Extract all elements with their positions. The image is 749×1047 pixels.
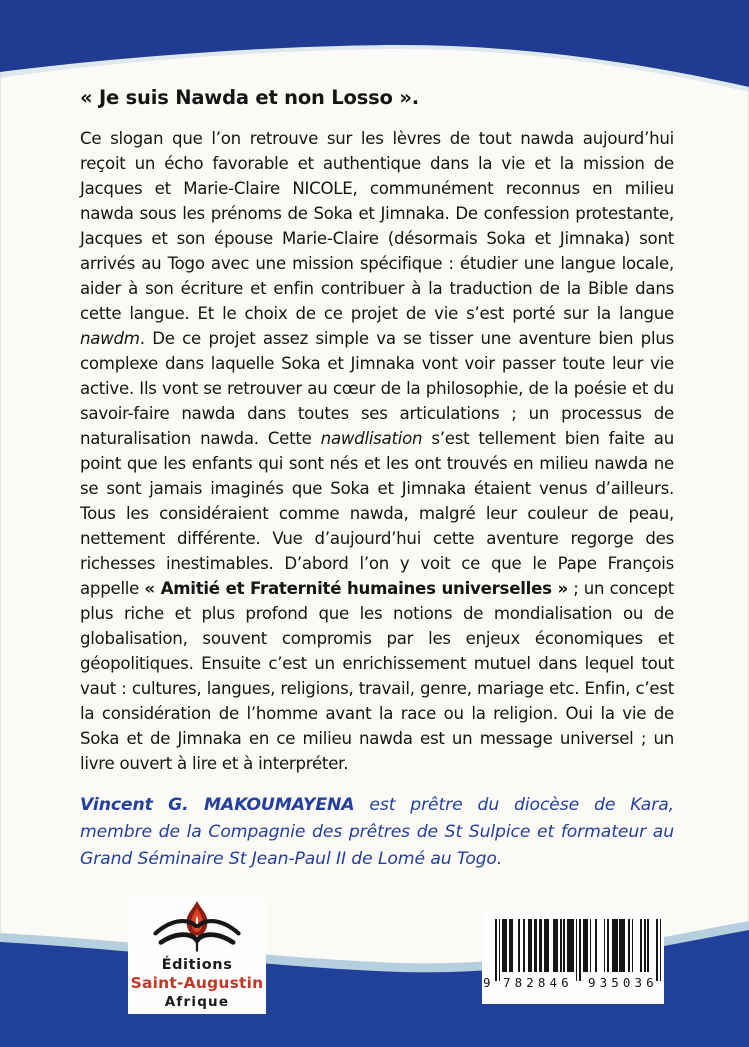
publisher-name-line1: Éditions [161, 957, 233, 973]
text-segment: s’est tellement bien faite au point que les enfants qui sont nés et les ont trouvés en milieu nawda ne se sont jamais imaginés que Soka et Jimnaka étaient venus d’ailleurs. Tous les considéraient comme nawda, malgré leur couleur de peau, nettement différente. Vue d’aujourd’hui cette aventure regorge des richesses inestimables. D’abord l’on y voit ce que le Pape François appelle [80, 428, 674, 598]
text-segment: nawdlisation [320, 428, 423, 448]
text-segment: Vincent G. MAKOUMAYENA [80, 795, 355, 816]
slogan-heading: « Je suis Nawda et non Losso ». [80, 86, 419, 109]
barcode-module [660, 919, 662, 981]
barcode-digits-right: 935036 [588, 975, 658, 990]
publisher-name-line3: Afrique [164, 994, 230, 1010]
barcode-digit-first: 9 [483, 975, 491, 990]
top-band-decoration [0, 0, 749, 96]
barcode-digits-left: 782846 [503, 975, 573, 990]
text-segment: Ce slogan que l’on retrouve sur les lèvres de tout nawda aujourd’hui reçoit un écho favorable et authentique dans la vie et la mission de Jacques et Marie-Claire NICOLE, communément reconnus en milieu nawda sous les prénoms de Soka et Jimnaka. De confession protestante, Jacques et son épouse Marie-Claire (désormais Soka et Jimnaka) sont arrivés au Togo avec une mission spécifique : étudier une langue locale, aider à son écriture et enfin contribuer à la traduction de la Bible dans cette langue. Et le choix de ce projet de vie s’est porté sur la langue [80, 128, 674, 323]
text-segment: est prêtre du diocèse de Kara, membre de la Compagnie des prêtres de St Sulpice et formateur au Grand Séminaire St Jean-Paul II de Lomé au Togo. [80, 795, 674, 870]
barcode-bars [495, 919, 662, 981]
text-segment: nawdm [80, 328, 140, 348]
isbn-barcode-box [482, 912, 664, 1004]
back-cover-text-block [80, 86, 674, 890]
publisher-logo-box [128, 897, 266, 1014]
barcode-digits [482, 973, 664, 988]
publisher-name-line2: Saint-Augustin [130, 974, 264, 992]
author-bio [80, 792, 674, 873]
text-segment: ; un concept plus riche et plus profond que les notions de mondialisation ou de globalisation, souvent compromis par les enjeux économiques et géopolitiques. Ensuite c’est un enrichissement mutuel dans lequel tout vaut : cultures, langues, religions, travail, genre, mariage etc. Enfin, c’est la considération de l’homme avant la race ou la religion. Oui la vie de Soka et de Jimnaka en ce milieu nawda est un message universel ; un livre ouvert à lire et à interpréter. [80, 578, 674, 773]
open-book-flame-icon [151, 900, 243, 956]
blurb-paragraph [80, 126, 674, 776]
text-segment: « Amitié et Fraternité humaines universelles » [144, 578, 568, 598]
text-segment: . De ce projet assez simple va se tisser une aventure bien plus complexe dans laquelle Soka et Jimnaka vont voir passer toute leur vie active. Ils vont se retrouver au cœur de la philosophie, de la poésie et du savoir-faire nawda dans toutes ses articulations ; un processus de naturalisation nawda. Cette [80, 328, 674, 448]
